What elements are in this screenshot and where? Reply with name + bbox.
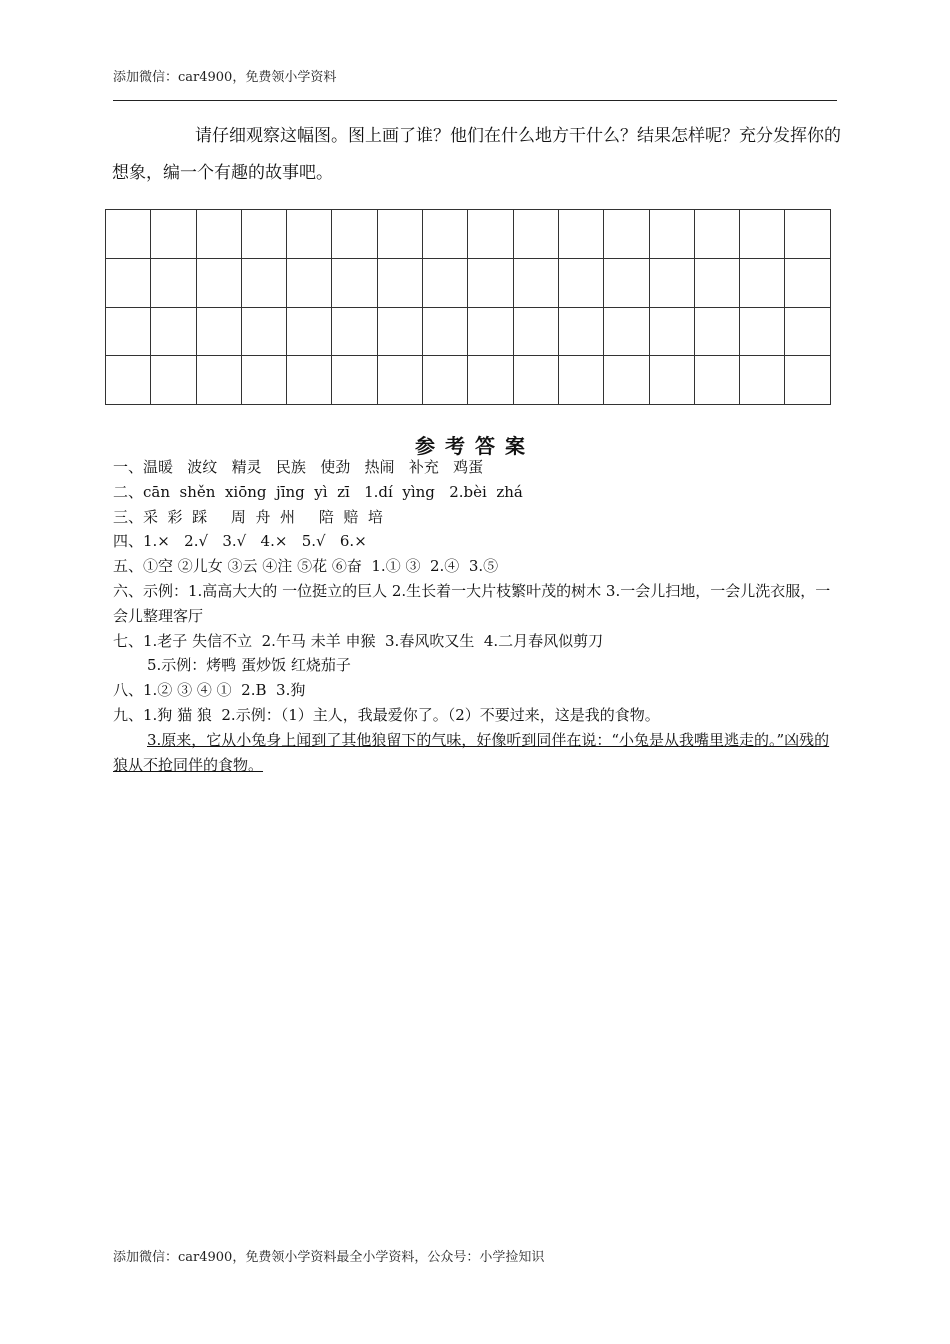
grid-row [106, 258, 831, 307]
grid-cell [151, 210, 196, 259]
grid-cell [196, 210, 241, 259]
grid-cell [287, 210, 332, 259]
grid-cell [106, 258, 151, 307]
answer-line-9-cont: 3.原来，它从小兔身上闻到了其他狼留下的气味，好像听到同伴在说：“小兔是从我嘴里逃走的。”凶残的狼从不抢同伴的食物。 [113, 730, 830, 774]
grid-cell [468, 307, 513, 356]
grid-cell [151, 258, 196, 307]
grid-cell [423, 307, 468, 356]
grid-cell [106, 356, 151, 405]
grid-cell [740, 307, 785, 356]
grid-cell [694, 258, 739, 307]
grid-cell [649, 356, 694, 405]
grid-cell [785, 210, 830, 259]
answer-line-4: 四、1.× 2.√ 3.√ 4.× 5.√ 6.× [113, 532, 367, 551]
answer-line-7-cont: 5.示例：烤鸭 蛋炒饭 红烧茄子 [147, 656, 351, 675]
grid-cell [468, 258, 513, 307]
grid-cell [513, 307, 558, 356]
grid-cell [241, 356, 286, 405]
grid-cell [287, 258, 332, 307]
grid-cell [740, 356, 785, 405]
grid-cell [423, 210, 468, 259]
grid-cell [604, 356, 649, 405]
grid-cell [649, 258, 694, 307]
grid-cell [377, 210, 422, 259]
grid-cell [785, 258, 830, 307]
grid-cell [423, 258, 468, 307]
answers-title: 参考答案 [415, 434, 535, 458]
answer-line-6: 六、示例：1.高高大大的 一位挺立的巨人 2.生长着一大片枝繁叶茂的树木 3.一会儿扫地，一会儿洗衣服，一会儿整理客厅 [113, 581, 831, 625]
grid-cell [558, 356, 603, 405]
grid-cell [241, 307, 286, 356]
grid-cell [151, 356, 196, 405]
grid-cell [287, 307, 332, 356]
grid-cell [241, 210, 286, 259]
grid-cell [785, 356, 830, 405]
grid-cell [785, 307, 830, 356]
answer-line-8: 八、1.② ③ ④ ① 2.B 3.狗 [113, 681, 306, 700]
answer-line-7: 七、1.老子 失信不立 2.午马 未羊 申猴 3.春风吹又生 4.二月春风似剪刀 [113, 631, 604, 650]
grid-cell [196, 258, 241, 307]
grid-cell [740, 210, 785, 259]
grid-row [106, 356, 831, 405]
answer-line-5: 五、①空 ②儿女 ③云 ④注 ⑤花 ⑥奋 1.① ③ 2.④ 3.⑤ [113, 557, 499, 576]
grid-cell [649, 307, 694, 356]
grid-cell [558, 258, 603, 307]
grid-cell [332, 258, 377, 307]
grid-cell [377, 356, 422, 405]
grid-cell [558, 210, 603, 259]
grid-cell [694, 210, 739, 259]
grid-row [106, 307, 831, 356]
answer-line-1: 一、温暖 波纹 精灵 民族 使劲 热闹 补充 鸡蛋 [113, 458, 484, 476]
grid-row [106, 210, 831, 259]
grid-cell [513, 258, 558, 307]
writing-prompt: 请仔细观察这幅图。图上画了谁？他们在什么地方干什么？结果怎样呢？充分发挥你的想象，编一个有趣的故事吧。 [112, 126, 841, 183]
header-divider [113, 100, 837, 101]
writing-grid [105, 209, 831, 405]
grid-cell [604, 210, 649, 259]
answer-list [113, 455, 843, 777]
grid-cell [106, 307, 151, 356]
grid-cell [513, 210, 558, 259]
grid-cell [694, 356, 739, 405]
grid-cell [332, 356, 377, 405]
grid-cell [151, 307, 196, 356]
grid-cell [196, 356, 241, 405]
grid-cell [740, 258, 785, 307]
grid-cell [287, 356, 332, 405]
answer-line-9: 九、1.狗 猫 狼 2.示例：（1）主人，我最爱你了。（2）不要过来，这是我的食物。 [113, 705, 660, 724]
grid-cell [558, 307, 603, 356]
grid-cell [468, 356, 513, 405]
grid-cell [423, 356, 468, 405]
grid-cell [332, 210, 377, 259]
page-header-text: 添加微信：car4900，免费领小学资料 [113, 70, 337, 85]
grid-cell [604, 307, 649, 356]
grid-cell [377, 258, 422, 307]
grid-cell [513, 356, 558, 405]
grid-cell [694, 307, 739, 356]
answer-line-2: 二、cān shěn xiōng jīng yì zī 1.dí yìng 2.bèi zhá [113, 482, 523, 501]
grid-cell [604, 258, 649, 307]
page-footer-text: 添加微信：car4900，免费领小学资料最全小学资料，公众号：小学捡知识 [113, 1250, 545, 1265]
grid-cell [196, 307, 241, 356]
grid-cell [468, 210, 513, 259]
grid-cell [377, 307, 422, 356]
grid-cell [241, 258, 286, 307]
grid-cell [332, 307, 377, 356]
grid-cell [649, 210, 694, 259]
answer-line-3: 三、采 彩 踩 周 舟 州 陪 赔 培 [113, 507, 383, 526]
grid-cell [106, 210, 151, 259]
